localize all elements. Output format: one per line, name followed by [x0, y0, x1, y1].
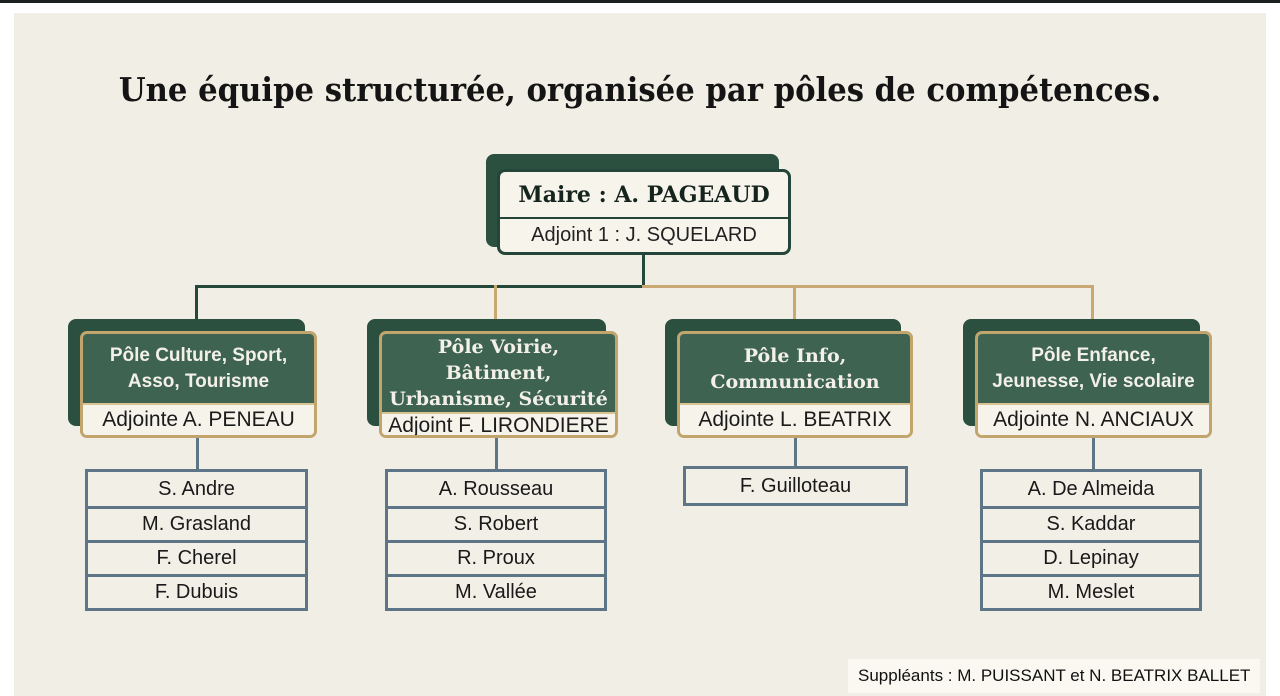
member-name: S. Andre	[158, 477, 235, 500]
connector-horizontal-right	[642, 285, 1094, 288]
pole-4-title-line2: Jeunesse, Vie scolaire	[992, 370, 1195, 392]
page-title: Une équipe structurée, organisée par pôles de compétences.	[118, 70, 1162, 109]
top-letterbox-bar	[0, 0, 1280, 3]
pole-3-title-line1: Pôle Info,	[743, 344, 847, 367]
pole-2-title-line2: Urbanisme, Sécurité	[389, 388, 608, 410]
member-name: R. Proux	[388, 540, 604, 574]
connector-members-pole-3	[794, 437, 797, 467]
pole-2-box	[379, 331, 618, 438]
pole-4-members	[980, 469, 1202, 611]
pole-3-title-line2: Communication	[710, 370, 880, 393]
member-name: S. Kaddar	[983, 506, 1199, 540]
maire-label: Maire : A. PAGEAUD	[518, 181, 770, 208]
member-name: M. Vallée	[388, 574, 604, 608]
member-name: M. Meslet	[983, 574, 1199, 608]
pole-1-box	[80, 331, 317, 438]
connector-root-drop	[642, 253, 645, 287]
member-name: F. Dubuis	[88, 574, 305, 608]
member-name: F. Guilloteau	[739, 474, 852, 497]
pole-2-title-line1: Pôle Voirie, Bâtiment,	[437, 336, 560, 384]
pole-1-title-line2: Asso, Tourisme	[127, 370, 270, 392]
pole-4-title	[978, 334, 1209, 403]
connector-members-pole-1	[196, 437, 199, 470]
pole-4-box	[975, 331, 1212, 438]
root-box	[497, 169, 791, 255]
pole-1-title	[83, 334, 314, 403]
suppleants-note: Suppléants : M. PUISSANT et N. BEATRIX BALLET	[848, 659, 1260, 693]
member-name: F. Cherel	[88, 540, 305, 574]
pole-3-adjoint: Adjointe L. BEATRIX	[680, 403, 910, 435]
member-name: D. Lepinay	[983, 540, 1199, 574]
connector-horizontal-left	[195, 285, 644, 288]
member-name: A. Rousseau	[438, 477, 554, 500]
pole-3-members	[683, 466, 908, 506]
member-name: S. Robert	[388, 506, 604, 540]
pole-1-adjoint: Adjointe A. PENEAU	[83, 403, 314, 435]
pole-4-adjoint: Adjointe N. ANCIAUX	[978, 403, 1209, 435]
adjoint-1-label: Adjoint 1 : J. SQUELARD	[531, 224, 757, 246]
pole-2-title	[382, 334, 615, 412]
member-name: A. De Almeida	[1027, 477, 1155, 500]
pole-3-box	[677, 331, 913, 438]
pole-2-members	[385, 469, 607, 611]
pole-4-title-line1: Pôle Enfance,	[1031, 344, 1156, 366]
connector-members-pole-2	[495, 437, 498, 470]
pole-3-title	[680, 334, 910, 403]
member-name: M. Grasland	[88, 506, 305, 540]
pole-2-adjoint: Adjoint F. LIRONDIERE	[382, 412, 615, 438]
connector-members-pole-4	[1092, 437, 1095, 470]
pole-1-title-line1: Pôle Culture, Sport,	[109, 344, 288, 366]
pole-1-members	[85, 469, 308, 611]
